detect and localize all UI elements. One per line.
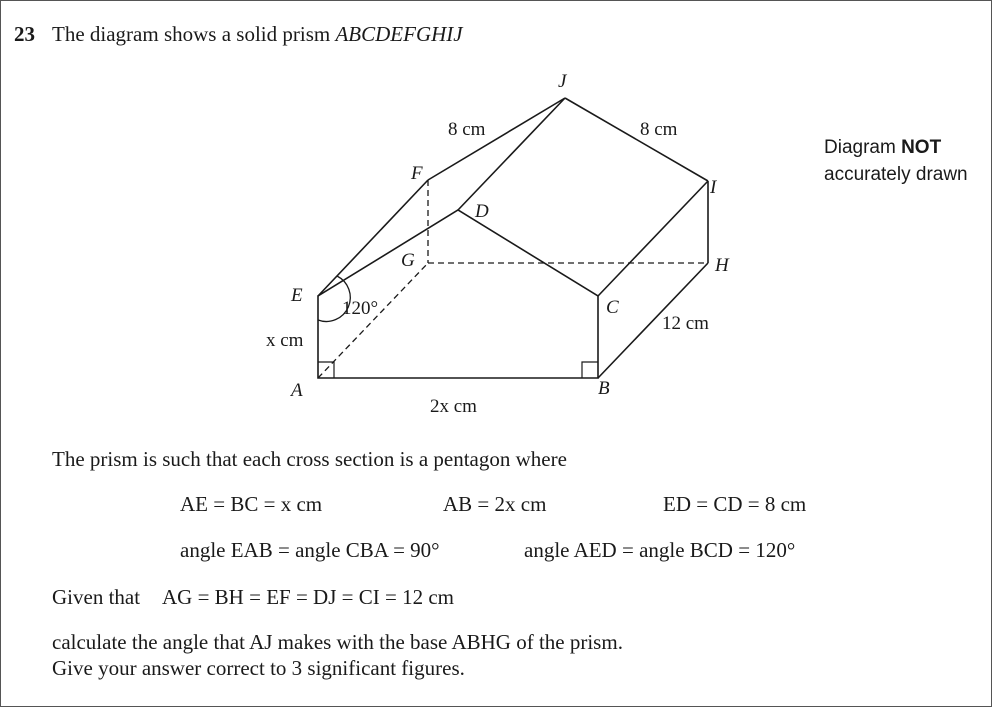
label-ab-length: 2x cm: [430, 396, 477, 417]
prism-name: ABCDEFGHIJ: [335, 22, 463, 46]
label-ae-length: x cm: [266, 330, 304, 351]
question-number: 23: [14, 22, 35, 46]
intro-text: The diagram shows a solid prism: [52, 22, 336, 46]
equation-angle-aed: angle AED = angle BCD = 120°: [524, 538, 796, 562]
vertex-label-A: A: [291, 380, 303, 401]
task-line-1: calculate the angle that AJ makes with the base ABHG of the prism.: [52, 630, 623, 654]
task-line-2: Give your answer correct to 3 significant figures.: [52, 656, 465, 680]
vertex-label-F: F: [411, 163, 423, 184]
front-pentagon: [318, 210, 598, 378]
vertex-label-G: G: [401, 250, 415, 271]
body-sentence: The prism is such that each cross section is a pentagon where: [52, 447, 567, 471]
equation-angle-eab: angle EAB = angle CBA = 90°: [180, 538, 440, 562]
given-prefix: Given that: [52, 585, 141, 609]
note-line2: accurately drawn: [824, 164, 968, 185]
vertex-label-H: H: [715, 255, 729, 276]
vertex-label-J: J: [558, 71, 567, 92]
equation-ed-cd: ED = CD = 8 cm: [663, 492, 807, 516]
vertex-label-I: I: [710, 177, 717, 198]
right-angle-B: [582, 362, 598, 378]
note-line1: Diagram NOT: [824, 137, 942, 158]
given-equation: AG = BH = EF = DJ = CI = 12 cm: [162, 585, 454, 609]
label-ji-length: 8 cm: [640, 119, 678, 140]
label-fj-length: 8 cm: [448, 119, 486, 140]
edge-CI: [598, 181, 708, 296]
label-angle-e: 120°: [342, 298, 379, 319]
equation-ae-bc: AE = BC = x cm: [180, 492, 323, 516]
vertex-label-D: D: [475, 201, 489, 222]
vertex-label-E: E: [291, 285, 303, 306]
vertex-label-B: B: [598, 378, 610, 399]
edge-JI: [565, 98, 708, 181]
note-bold: NOT: [901, 137, 942, 158]
vertex-label-C: C: [606, 297, 619, 318]
label-bh-length: 12 cm: [662, 313, 709, 334]
edge-DJ: [458, 98, 565, 210]
equation-ab: AB = 2x cm: [443, 492, 547, 516]
